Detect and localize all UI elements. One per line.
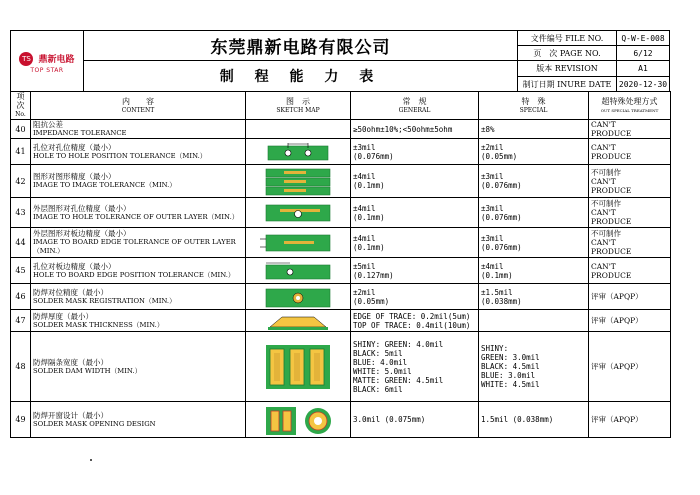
process-capability-sheet [10,30,670,437]
logo-emblem-icon: TS [19,52,33,66]
sketch-map [246,258,351,284]
value-line: (0.1mm) [353,242,385,252]
item-content [31,165,246,198]
sketch-map [246,310,351,332]
feature-value [589,258,671,284]
value-line: 评审（APQP） [591,292,643,301]
value-line: WHITE: 4.5mil [481,380,540,389]
content-cn: 孔位对孔位精度（最小） [33,142,116,152]
item-content [31,402,246,438]
value-line: CAN'T [591,208,616,217]
value-line: CAN'T [591,261,616,271]
general-value [351,120,479,139]
company-name: 东莞鼎新电路有限公司 [84,31,518,61]
stray-dot [90,459,92,461]
file-no-value: Q-W-E-008 [617,31,670,46]
value-line: (0.1mm) [353,212,385,222]
content-en: SOLDER MASK REGISTRATION（MIN.） [33,296,176,305]
special-value [479,120,589,139]
general-value [351,165,479,198]
feature-value [589,120,671,139]
value-line: PRODUCE [591,129,632,138]
value-line: BLACK: 6mil [353,384,403,394]
solder-dam-icon [254,341,342,393]
value-line: SHINY: GREEN: 4.0mil [353,339,444,349]
item-content [31,139,246,165]
item-number: 47 [11,310,31,332]
value-line: (0.076mm) [481,242,522,252]
value-line: 不可制作 [591,167,621,177]
col-header-sketch: 图 示 SKETCH MAP [246,92,351,120]
value-line: ±3mil [353,142,376,152]
table-row [11,332,671,402]
sketch-map [246,165,351,198]
special-value [479,332,589,402]
value-line: GREEN: 3.0mil [481,353,540,362]
value-line: ±8% [481,124,495,134]
mask-opening-icon [254,403,342,437]
item-content [31,332,246,402]
special-value [479,198,589,228]
company-logo [11,31,84,92]
image-image-icon [254,165,342,197]
content-cn: 孔位对板边精度（最小） [33,261,116,271]
value-line: (0.05mm) [481,151,518,161]
item-content [31,284,246,310]
value-line: (0.076mm) [481,212,522,222]
content-cn: 防焊隔条宽度（最小） [33,357,108,367]
value-line: CAN'T [591,238,616,247]
special-value [479,165,589,198]
content-en: SOLDER MASK THICKNESS（MIN.） [33,320,164,329]
value-line: PRODUCE [591,270,632,280]
item-number: 46 [11,284,31,310]
special-value [479,402,589,438]
feature-value [589,284,671,310]
value-line: ±2mil [481,142,504,152]
item-number: 40 [11,120,31,139]
value-line: MATTE: GREEN: 4.5mil [353,375,444,385]
feature-value [589,165,671,198]
general-value [351,284,479,310]
table-row [11,258,671,284]
value-line: PRODUCE [591,185,632,195]
mask-registration-icon [254,285,342,309]
inure-date-value: 2020-12-30 [617,77,670,92]
document-title: 制 程 能 力 表 [84,61,518,92]
sketch-map [246,332,351,402]
page-no-label: 页 次 PAGE NO. [518,46,617,61]
sketch-map [246,284,351,310]
logo-text-en: TOP STAR [30,67,64,74]
special-value [479,284,589,310]
item-number: 48 [11,332,31,402]
item-number: 49 [11,402,31,438]
table-row [11,139,671,165]
table-header-row [11,92,671,120]
value-line: BLACK: 5mil [353,348,403,358]
value-line: ±4mil [481,261,504,271]
value-line: ±5mil [353,261,376,271]
content-en: HOLE TO HOLE POSITION TOLERANCE（MIN.） [33,151,207,160]
value-line: (0.127mm) [353,270,394,280]
value-line: BLACK: 4.5mil [481,362,540,371]
item-number: 44 [11,228,31,258]
sketch-map [246,228,351,258]
item-content [31,198,246,228]
col-header-general: 常 规 GENERAL [351,92,479,120]
general-value [351,402,479,438]
value-line: (0.076mm) [353,151,394,161]
value-line: CAN'T [591,176,616,186]
capability-table [10,91,671,438]
feature-value [589,332,671,402]
content-en: IMPEDANCE TOLERANCE [33,129,127,137]
value-line: EDGE OF TRACE: 0.2mil(5um) [353,311,471,321]
item-content [31,120,246,139]
feature-value [589,402,671,438]
value-line: ≥50ohm±10%;<50ohm±5ohm [353,124,453,134]
item-content [31,310,246,332]
value-line: WHITE: 5.0mil [353,366,412,376]
sketch-map [246,120,351,139]
content-cn: 外层图形对板边精度（最小） [33,229,131,238]
revision-label: 版本 REVISION [518,61,617,77]
hole-edge-icon [254,259,342,283]
value-line: (0.076mm) [481,181,522,190]
item-number: 41 [11,139,31,165]
value-line: (0.1mm) [353,181,385,190]
content-cn: 防焊对位精度（最小） [33,287,108,297]
value-line: ±3mil [481,172,504,181]
value-line: (0.038mm) [481,296,522,306]
item-number: 42 [11,165,31,198]
mask-thickness-icon [254,311,342,331]
content-en: IMAGE TO IMAGE TOLERANCE（MIN.） [33,181,177,189]
col-header-feature: 超特殊处理方式 OUT SPECIAL TREATMENT [589,92,671,120]
table-row [11,198,671,228]
value-line: 不可制作 [591,229,621,238]
table-row [11,120,671,139]
value-line: (0.1mm) [481,270,513,280]
inure-date-label: 制订日期 INURE DATE [518,77,617,92]
hole-hole-icon [254,140,342,164]
table-row [11,228,671,258]
special-value [479,258,589,284]
content-cn: 防焊厚度（最小） [33,311,93,321]
content-en: IMAGE TO BOARD EDGE TOLERANCE OF OUTER LAYER（MIN.） [33,238,236,255]
value-line: CAN'T [591,120,616,129]
sketch-map [246,198,351,228]
feature-value [589,228,671,258]
value-line: 不可制作 [591,199,621,208]
value-line: 评审（APQP） [591,415,643,424]
value-line: ±3mil [481,233,504,243]
col-header-special: 特 殊 SPECIAL [479,92,589,120]
page-no-value: 6/12 [617,46,670,61]
value-line: ±4mil [353,233,376,243]
value-line: TOP OF TRACE: 0.4mil(10um) [353,320,471,330]
value-line: ±1.5mil [481,287,513,297]
content-cn: 图形对图形精度（最小） [33,172,116,181]
table-row [11,402,671,438]
value-line: 1.5mil (0.038mm) [481,415,554,424]
general-value [351,198,479,228]
general-value [351,310,479,332]
value-line: BLUE: 3.0mil [481,371,536,380]
value-line: SHINY: [481,344,509,353]
special-value [479,139,589,165]
special-value [479,310,589,332]
sketch-map [246,139,351,165]
content-en: SOLDER MASK OPENING DESIGN [33,419,156,428]
image-hole-icon [254,199,342,227]
general-value [351,332,479,402]
file-no-label: 文件编号 FILE NO. [518,31,617,46]
general-value [351,228,479,258]
revision-value: A1 [617,61,670,77]
content-cn: 外层图形对孔位精度（最小） [33,203,131,213]
value-line: PRODUCE [591,151,632,161]
value-line: 评审（APQP） [591,362,643,371]
item-number: 45 [11,258,31,284]
content-cn: 阻抗公差 [33,120,63,129]
content-en: SOLDER DAM WIDTH（MIN.） [33,366,142,375]
value-line: PRODUCE [591,247,632,256]
table-row [11,310,671,332]
feature-value [589,139,671,165]
logo-text-cn: 鼎新电路 [38,55,75,65]
content-cn: 防焊开窗设计（最小） [33,410,108,420]
item-content [31,228,246,258]
image-edge-icon [254,229,342,257]
value-line: ±3mil [481,203,504,213]
value-line: 3.0mil (0.075mm) [353,415,426,424]
item-content [31,258,246,284]
value-line: ±2mil [353,287,376,297]
content-en: HOLE TO BOARD EDGE POSITION TOLERANCE（MIN.） [33,270,235,279]
special-value [479,228,589,258]
table-row [11,165,671,198]
value-line: ±4mil [353,172,376,181]
content-en: IMAGE TO HOLE TOLERANCE OF OUTER LAYER（MIN.） [33,212,239,221]
table-row [11,284,671,310]
feature-value [589,198,671,228]
value-line: (0.05mm) [353,296,390,306]
value-line: ±4mil [353,203,376,213]
col-header-no: 项次 No. [11,92,31,120]
col-header-content: 内 容 CONTENT [31,92,246,120]
value-line: BLUE: 4.0mil [353,357,408,367]
general-value [351,139,479,165]
item-number: 43 [11,198,31,228]
general-value [351,258,479,284]
value-line: PRODUCE [591,217,632,226]
value-line: 评审（APQP） [591,316,643,325]
sketch-map [246,402,351,438]
feature-value [589,310,671,332]
value-line: CAN'T [591,142,616,152]
document-header [10,30,670,92]
